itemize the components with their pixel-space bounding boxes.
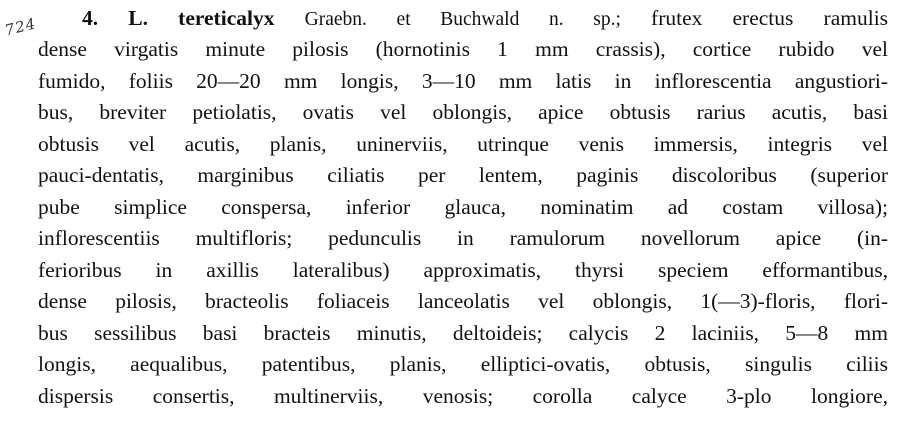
text-line-7: pube simplice conspersa, inferior glauca, nominatim ad costam villosa); bbox=[38, 195, 888, 219]
species-epithet: tereticalyx bbox=[178, 6, 275, 30]
text-line-5: obtusis vel acutis, planis, uninerviis, utrinque venis immersis, integris vel bbox=[38, 132, 888, 156]
text-line-11: bus sessilibus basi bracteis minutis, deltoideis; calycis 2 laciniis, 5—8 mm bbox=[38, 321, 888, 345]
text-line-13: dispersis consertis, multinerviis, venosis; corolla calyce 3-plo longiore, bbox=[38, 384, 888, 408]
text-line-8: inflorescentiis multifloris; pedunculis in ramulorum novellorum apice (in- bbox=[38, 226, 888, 250]
text-line-6: pauci-dentatis, marginibus ciliatis per lentem, paginis discoloribus (superior bbox=[38, 163, 888, 187]
line-1-rest: frutex erectus ramulis bbox=[651, 6, 889, 30]
author-citation: Graebn. et Buchwald n. sp.; bbox=[304, 9, 621, 30]
text-line-3: fumido, foliis 20—20 mm longis, 3—10 mm latis in inflorescentia angustiori- bbox=[38, 69, 888, 93]
text-line-1 bbox=[82, 3, 888, 35]
text-line-2: dense virgatis minute pilosis (hornotinis 1 mm crassis), cortice rubido vel bbox=[38, 37, 888, 61]
text-line-10: dense pilosis, bracteolis foliaceis lanceolatis vel oblongis, 1(—3)-floris, flori- bbox=[38, 289, 888, 313]
text-line-9: ferioribus in axillis lateralibus) approximatis, thyrsi speciem efformantibus, bbox=[38, 258, 888, 282]
genus-abbrev: L. bbox=[128, 6, 148, 30]
handwritten-margin-note: 724 bbox=[3, 14, 39, 40]
entry-number: 4. bbox=[82, 6, 99, 30]
text-line-12: longis, aequalibus, patentibus, planis, elliptici-ovatis, obtusis, singulis ciliis bbox=[38, 352, 888, 376]
text-line-4: bus, breviter petiolatis, ovatis vel oblongis, apice obtusis rarius acutis, basi bbox=[38, 100, 888, 124]
